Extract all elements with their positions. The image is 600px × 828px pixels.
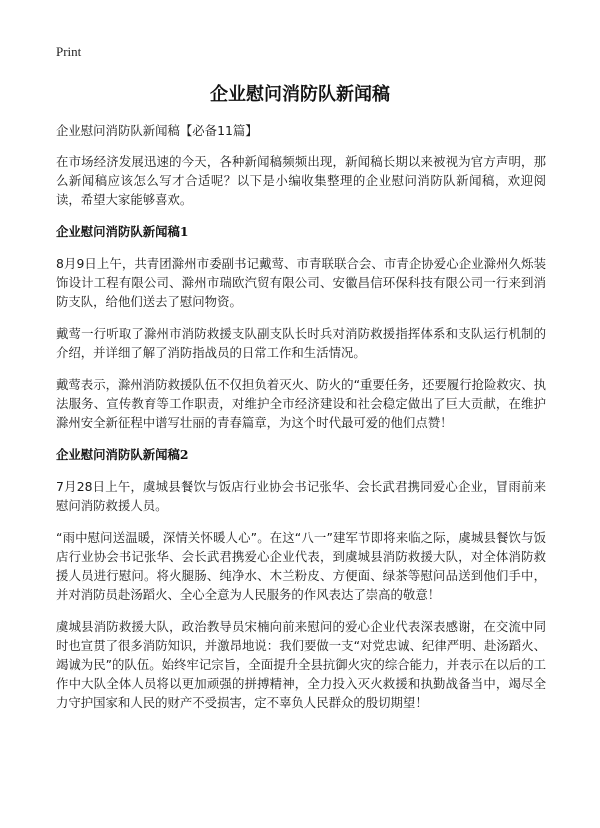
section-2-paragraph-3: 虞城县消防救援大队，政治教导员宋楠向前来慰问的爱心企业代表深表感谢，在交流中同时也宣贯了很多消防知识，并激昂地说：我们要做一支“对党忠诚、纪律严明、赴汤蹈火、竭诚为民”的队伍。始终牢记宗旨，全面提升全县抗御火灾的综合能力，并表示在以后的工作中大队全体人员将以更加顽强的拼搏精神，全力投入灭火救援和执勤战备当中，竭尽全力守护国家和人民的财产不受损害，定不辜负人民群众的殷切期望！ <box>56 619 546 710</box>
intro-paragraph: 在市场经济发展迅速的今天，各种新闻稿频频出现，新闻稿长期以来被视为官方声明，那么新闻稿应该怎么写才合适呢？以下是小编收集整理的企业慰问消防队新闻稿，欢迎阅读，希望大家能够喜欢。 <box>56 154 546 207</box>
section-1-paragraph-2: 戴莺一行听取了滁州市消防救援支队副支队长时兵对消防救援指挥体系和支队运行机制的介绍，并详细了解了消防指战员的日常工作和生活情况。 <box>56 326 546 360</box>
section-heading-2: 企业慰问消防队新闻稿2 <box>56 447 189 462</box>
section-2-paragraph-1: 7月28日上午，虞城县餐饮与饭店行业协会书记张华、会长武君携同爱心企业，冒雨前来慰问消防救援人员。 <box>56 479 546 513</box>
section-heading-1: 企业慰问消防队新闻稿1 <box>56 224 189 239</box>
print-link[interactable]: Print <box>56 44 82 59</box>
article-body <box>56 121 546 725</box>
article-subtitle: 企业慰问消防队新闻稿【必备11篇】 <box>56 123 258 138</box>
section-1-paragraph-3: 戴莺表示，滁州消防救援队伍不仅担负着灭火、防火的“重要任务，还要履行抢险救灾、执法服务、宣传教育等工作职责，对维护全市经济建设和社会稳定做出了巨大贡献，在维护滁州安全新征程中谱写壮丽的青春篇章，为这个时代最可爱的他们点赞！ <box>56 377 546 430</box>
page-title: 企业慰问消防队新闻稿 <box>210 84 390 105</box>
section-2-paragraph-2: “雨中慰问送温暖，深情关怀暖人心”。在这“八一”建军节即将来临之际，虞城县餐饮与饭店行业协会书记张华、会长武君携爱心企业代表，到虞城县消防救援大队，对全体消防救援人员进行慰问。将火腿肠、纯净水、木兰粉皮、方便面、绿茶等慰问品送到他们手中，并对消防员赴汤蹈火、全心全意为人民服务的作风表达了崇高的敬意！ <box>56 530 546 602</box>
section-1-paragraph-1: 8月9日上午，共青团滁州市委副书记戴莺、市青联联合会、市青企协爱心企业滁州久烁装饰设计工程有限公司、滁州市瑞欧汽贸有限公司、安徽昌信环保科技有限公司一行来到消防支队，给他们送去了慰问物资。 <box>56 256 546 309</box>
